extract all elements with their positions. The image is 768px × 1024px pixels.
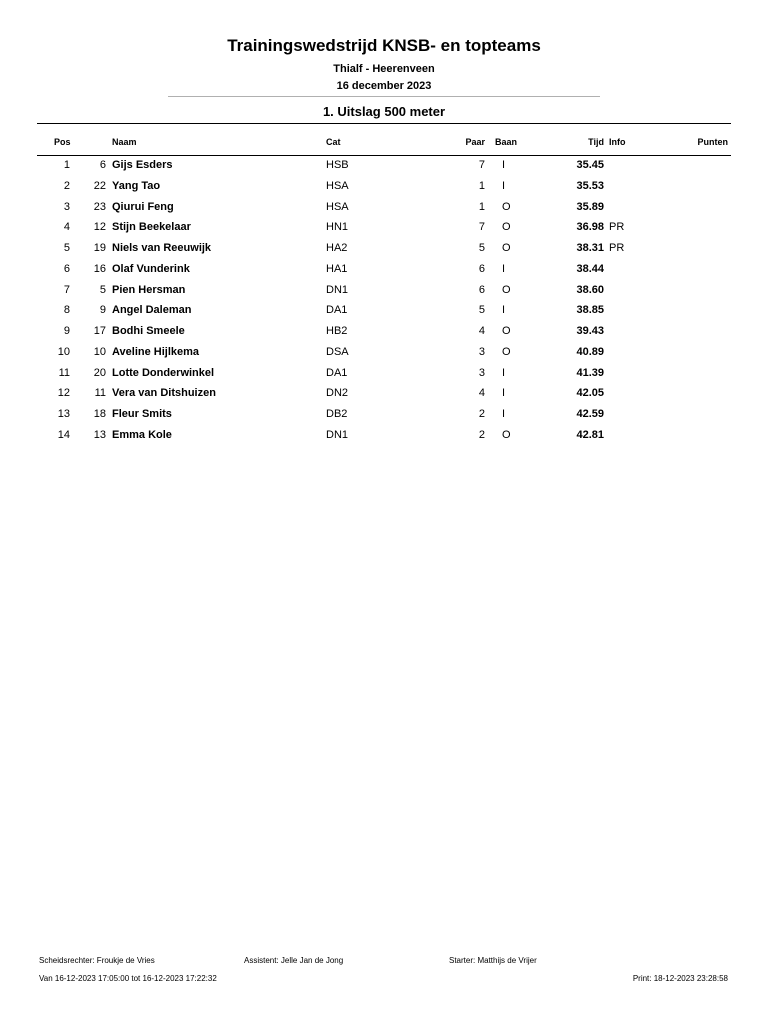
cell-tijd: 42.81	[576, 428, 604, 441]
cell-number: 13	[93, 428, 106, 441]
cell-naam: Niels van Reeuwijk	[112, 242, 212, 254]
table-row	[0, 367, 768, 383]
cell-cat: DA1	[326, 304, 348, 317]
table-row	[0, 242, 768, 258]
cell-baan: I	[502, 387, 506, 400]
cell-info: PR	[609, 221, 625, 234]
page-title: Trainingswedstrijd KNSB- en topteams	[227, 36, 541, 55]
cell-cat: HB2	[326, 325, 348, 337]
event-date: 16 december 2023	[336, 80, 432, 92]
cell-naam: Emma Kole	[112, 428, 172, 441]
cell-paar: 7	[478, 221, 485, 234]
cell-naam: Vera van Ditshuizen	[112, 387, 216, 400]
cell-paar: 5	[478, 242, 485, 254]
col-punten: Punten	[697, 137, 728, 147]
cell-paar: 1	[478, 200, 485, 213]
cell-paar: 7	[478, 159, 485, 171]
cell-baan: I	[502, 366, 506, 379]
cell-number: 10	[93, 345, 106, 358]
cell-naam: Stijn Beekelaar	[112, 221, 191, 234]
cell-baan: I	[502, 179, 506, 192]
cell-cat: HSA	[326, 200, 349, 213]
table-row	[0, 304, 768, 320]
col-naam: Naam	[112, 137, 137, 147]
table-row	[0, 221, 768, 237]
cell-pos: 4	[63, 221, 70, 234]
cell-baan: O	[502, 325, 511, 337]
cell-baan: O	[502, 221, 511, 234]
col-pos: Pos	[54, 137, 71, 147]
header-divider	[168, 96, 600, 97]
cell-cat: HSA	[326, 179, 349, 192]
cell-cat: HA2	[326, 242, 348, 254]
cell-number: 12	[93, 221, 106, 234]
cell-number: 11	[94, 387, 106, 400]
cell-paar: 4	[478, 387, 485, 400]
cell-tijd: 35.89	[576, 200, 604, 213]
venue: Thialf - Heerenveen	[333, 63, 435, 75]
cell-cat: HN1	[326, 221, 349, 234]
cell-number: 22	[93, 179, 106, 192]
cell-paar: 3	[478, 366, 485, 379]
cell-paar: 1	[478, 179, 485, 192]
col-paar: Paar	[465, 137, 485, 147]
cell-pos: 3	[63, 200, 70, 213]
cell-baan: O	[502, 200, 511, 213]
table-row	[0, 387, 768, 403]
cell-cat: DSA	[326, 345, 349, 358]
cell-number: 20	[93, 366, 106, 379]
cell-cat: DN1	[326, 428, 349, 441]
cell-paar: 6	[478, 262, 485, 275]
cell-pos: 1	[63, 159, 70, 171]
cell-naam: Yang Tao	[112, 179, 161, 192]
table-row	[0, 346, 768, 362]
cell-tijd: 35.53	[576, 179, 604, 192]
cell-naam: Pien Hersman	[112, 283, 186, 296]
cell-baan: O	[502, 242, 511, 254]
cell-cat: DA1	[326, 366, 348, 379]
cell-baan: O	[502, 283, 511, 296]
referee: Scheidsrechter: Froukje de Vries	[39, 956, 155, 965]
cell-pos: 13	[57, 408, 70, 420]
cell-cat: HA1	[326, 262, 348, 275]
table-row	[0, 408, 768, 424]
cell-pos: 6	[63, 262, 70, 275]
cell-pos: 5	[63, 242, 70, 254]
cell-paar: 6	[478, 283, 485, 296]
cell-number: 18	[93, 408, 106, 420]
section-title: 1. Uitslag 500 meter	[322, 104, 446, 119]
col-cat: Cat	[326, 137, 341, 147]
cell-naam: Aveline Hijlkema	[112, 345, 200, 358]
table-header-rule	[37, 155, 731, 156]
starter: Starter: Matthijs de Vrijer	[449, 956, 537, 965]
cell-naam: Olaf Vunderink	[112, 262, 190, 275]
cell-pos: 2	[63, 179, 70, 192]
cell-paar: 2	[478, 408, 485, 420]
cell-number: 19	[93, 242, 106, 254]
cell-tijd: 35.45	[576, 159, 604, 171]
table-top-rule	[37, 123, 731, 124]
cell-number: 23	[93, 200, 106, 213]
table-header	[0, 137, 768, 153]
cell-paar: 5	[478, 304, 485, 317]
cell-tijd: 42.59	[576, 408, 604, 420]
cell-pos: 10	[57, 345, 70, 358]
cell-naam: Lotte Donderwinkel	[112, 366, 215, 379]
cell-number: 17	[93, 325, 106, 337]
cell-tijd: 40.89	[576, 345, 604, 358]
cell-number: 6	[99, 159, 106, 171]
cell-baan: I	[502, 408, 506, 420]
col-baan: Baan	[495, 137, 518, 147]
table-row	[0, 180, 768, 196]
cell-cat: DN2	[326, 387, 349, 400]
cell-info: PR	[609, 242, 625, 254]
cell-tijd: 42.05	[576, 387, 604, 400]
cell-pos: 9	[63, 325, 70, 337]
cell-tijd: 38.44	[576, 262, 604, 275]
cell-cat: DB2	[326, 408, 348, 420]
table-row	[0, 325, 768, 341]
cell-naam: Gijs Esders	[112, 159, 173, 171]
cell-baan: O	[502, 428, 511, 441]
col-info: Info	[609, 137, 626, 147]
cell-tijd: 38.31	[576, 242, 604, 254]
cell-tijd: 36.98	[576, 221, 604, 234]
cell-tijd: 38.85	[576, 304, 604, 317]
assistant: Assistent: Jelle Jan de Jong	[244, 956, 344, 965]
cell-baan: I	[502, 304, 506, 317]
cell-number: 9	[99, 304, 106, 317]
table-row	[0, 201, 768, 217]
table-row	[0, 284, 768, 300]
cell-naam: Angel Daleman	[112, 304, 192, 317]
cell-paar: 2	[478, 428, 485, 441]
cell-naam: Qiurui Feng	[112, 200, 174, 213]
table-row	[0, 429, 768, 445]
cell-pos: 7	[63, 283, 70, 296]
cell-naam: Bodhi Smeele	[112, 325, 185, 337]
cell-pos: 8	[63, 304, 70, 317]
cell-baan: I	[502, 262, 506, 275]
print-timestamp: Print: 18-12-2023 23:28:58	[632, 974, 728, 983]
cell-number: 16	[93, 262, 106, 275]
cell-paar: 4	[478, 325, 485, 337]
cell-tijd: 41.39	[576, 366, 604, 379]
cell-paar: 3	[478, 345, 485, 358]
table-row	[0, 263, 768, 279]
cell-pos: 12	[57, 387, 70, 400]
cell-naam: Fleur Smits	[112, 408, 172, 420]
cell-baan: I	[502, 159, 506, 171]
cell-cat: DN1	[326, 283, 349, 296]
cell-tijd: 39.43	[576, 325, 604, 337]
col-tijd: Tijd	[588, 137, 604, 147]
cell-pos: 14	[57, 428, 70, 441]
cell-pos: 11	[58, 366, 70, 379]
cell-cat: HSB	[326, 159, 349, 171]
cell-baan: O	[502, 345, 511, 358]
table-row	[0, 159, 768, 175]
race-period: Van 16-12-2023 17:05:00 tot 16-12-2023 17:22:32	[39, 974, 217, 983]
cell-tijd: 38.60	[576, 283, 604, 296]
cell-number: 5	[99, 283, 106, 296]
